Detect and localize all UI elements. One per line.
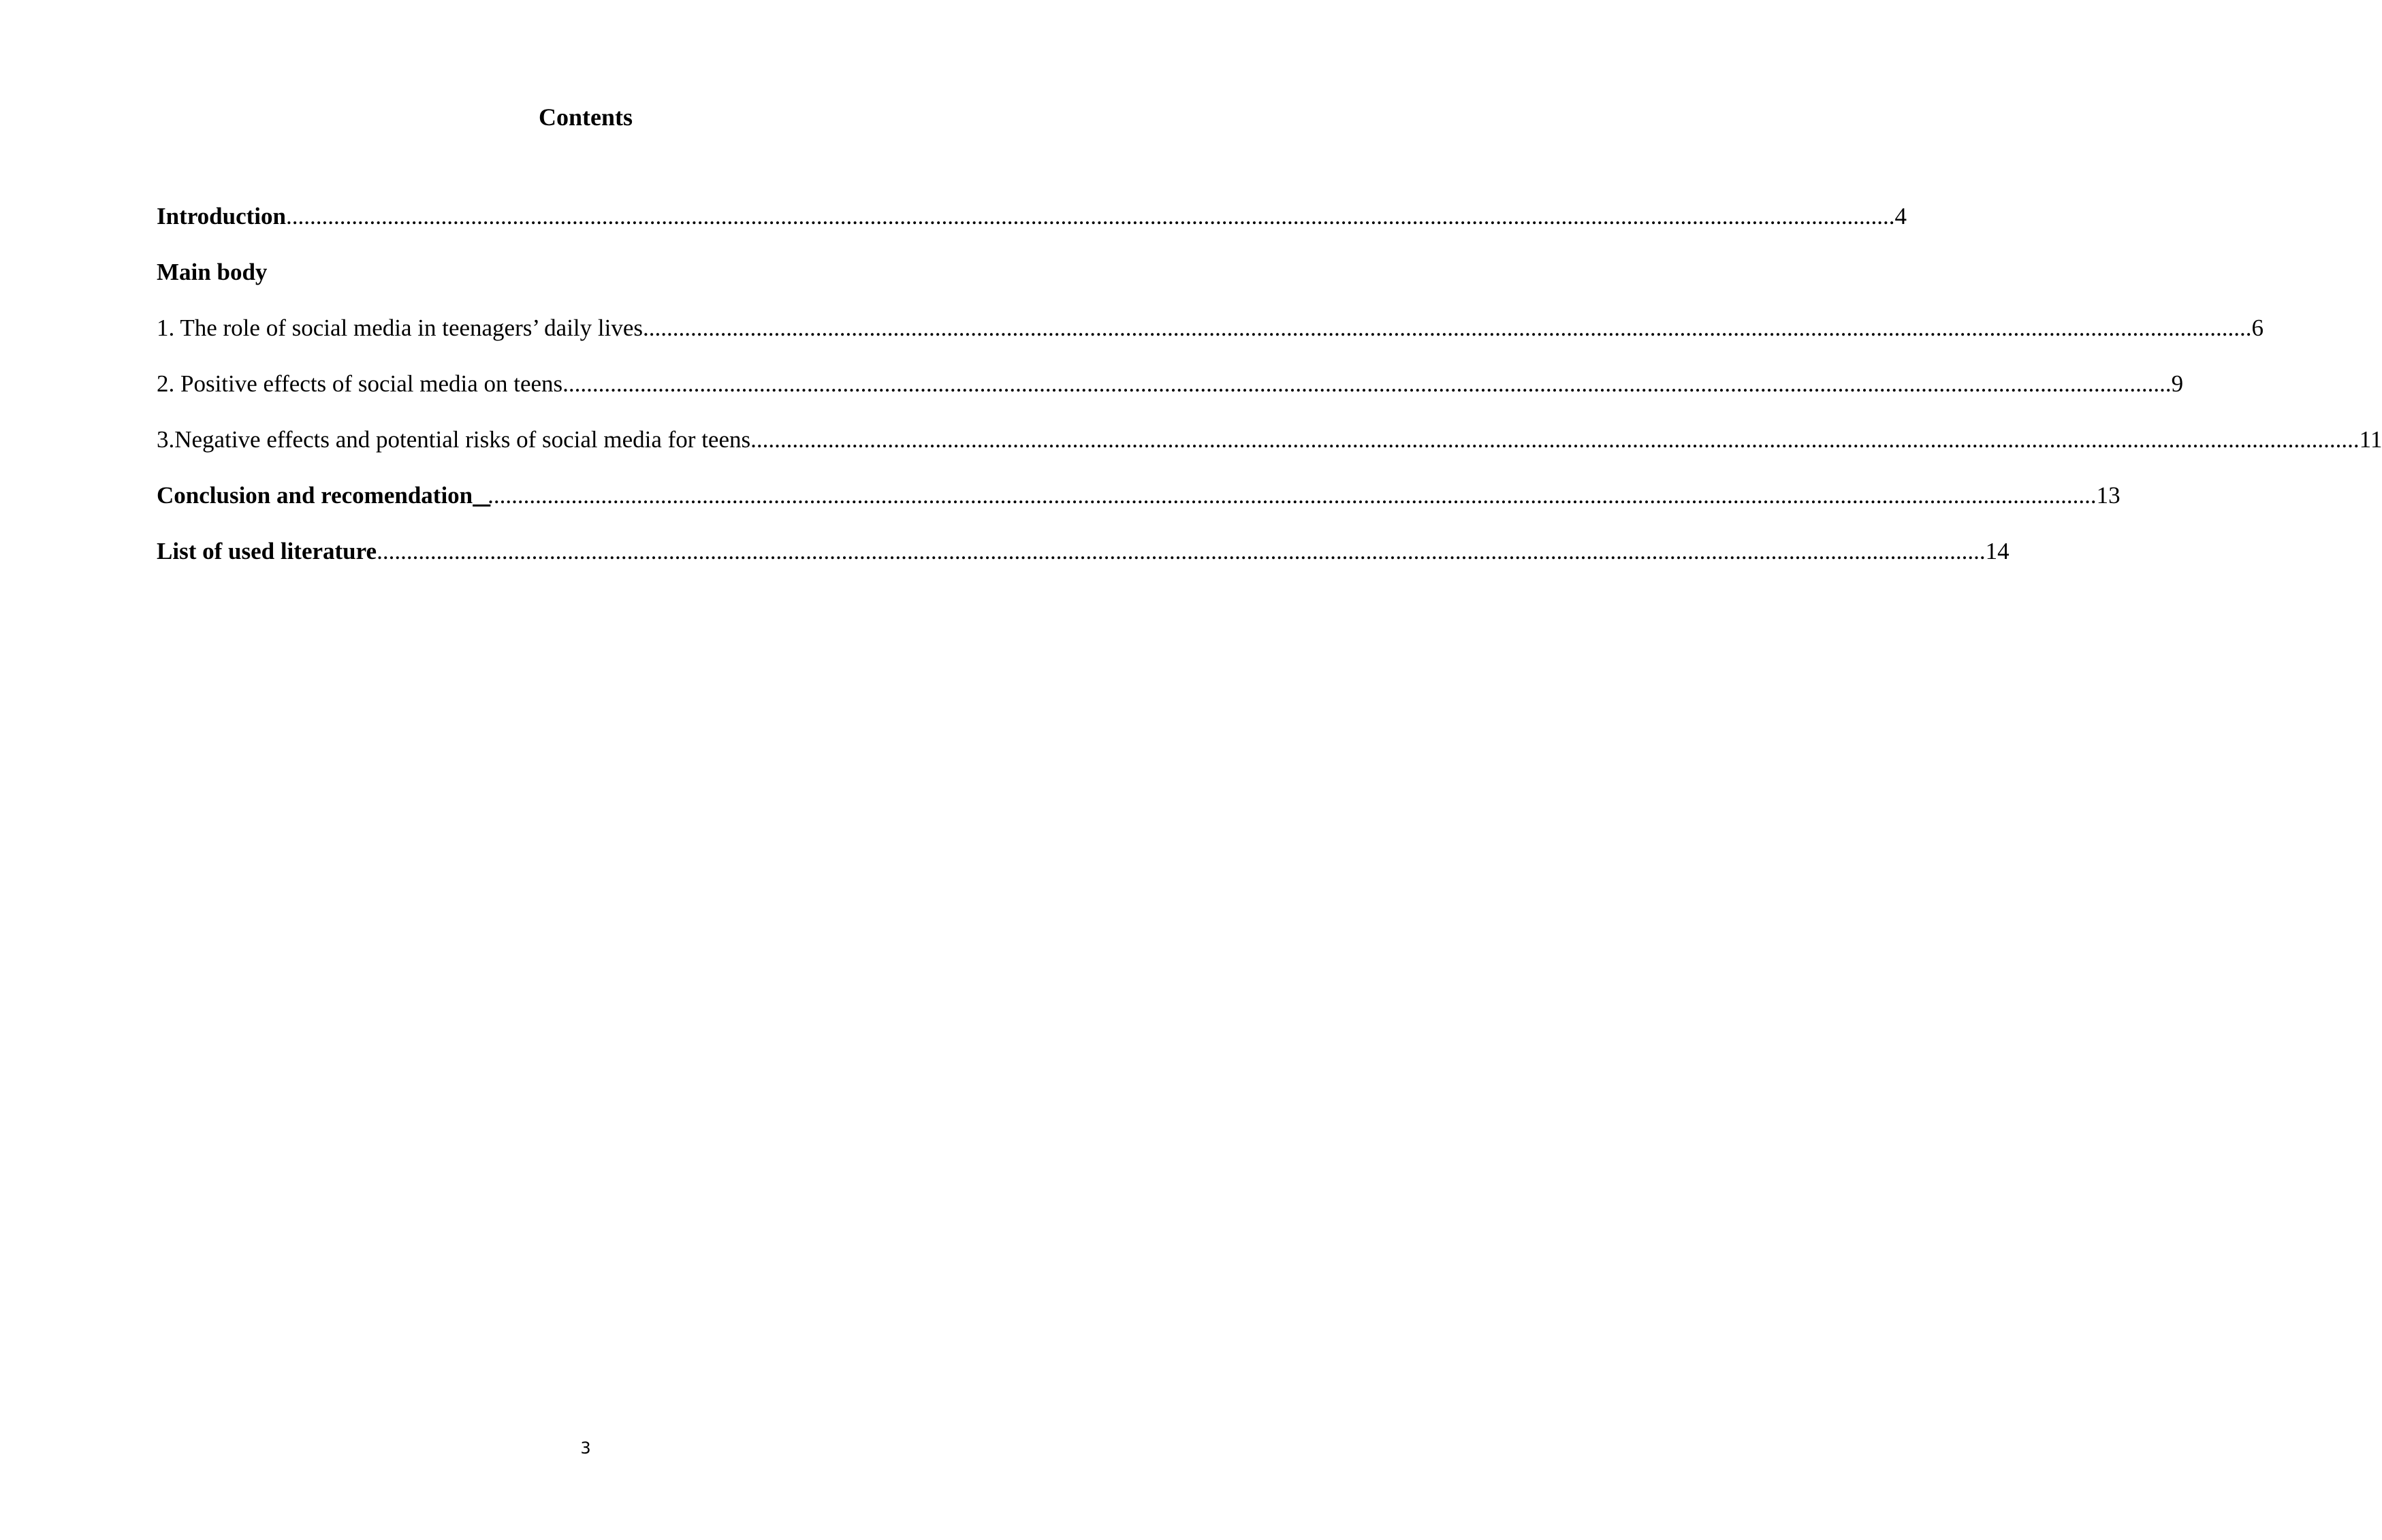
toc-entry-page: 6: [2251, 315, 2264, 341]
toc-entry-label: Conclusion and recomendation: [157, 482, 473, 509]
toc-entry-label: Introduction: [157, 203, 286, 229]
toc-leader-dots: ..............................................................................................................................................................................................................................................................................: [488, 482, 2097, 509]
toc-entry-page: 13: [2096, 482, 2121, 509]
toc-leader-dots: ..............................................................................................................................................................................................................................................................................: [562, 370, 2172, 397]
toc-leader-dots: ..............................................................................................................................................................................................................................................................................: [643, 315, 2252, 341]
toc-entry-page: 4: [1894, 203, 1907, 229]
page-number: 3: [580, 1439, 591, 1458]
toc-entry-page: 11: [2359, 426, 2382, 453]
toc-entry-label: Main body: [157, 259, 268, 285]
toc-entry-page: 9: [2171, 370, 2184, 397]
toc-entry-literature[interactable]: [157, 536, 2010, 567]
toc-entry-page: 14: [1985, 538, 2010, 564]
toc-entry-gap: [473, 480, 488, 511]
toc-entry-label: 3.Negative effects and potential risks of social media for teens: [157, 426, 751, 453]
toc-leader-dots: ..............................................................................................................................................................................................................................................................................: [285, 203, 1895, 229]
toc-leader-dots: ..............................................................................................................................................................................................................................................................................: [750, 426, 2360, 453]
toc-entry-label: List of used literature: [157, 538, 377, 564]
toc-entry-positive-effects[interactable]: [157, 368, 2184, 400]
toc-entry-introduction[interactable]: [157, 201, 1907, 232]
toc-entry-conclusion[interactable]: [157, 480, 2121, 511]
toc-entry-negative-effects[interactable]: [157, 424, 2382, 455]
toc-entry-label: 2. Positive effects of social media on teens: [157, 370, 563, 397]
page-title: Contents: [538, 103, 633, 131]
toc-entry-role-of-social-media[interactable]: [157, 312, 2264, 344]
toc-entry-label: 1. The role of social media in teenagers’ daily lives: [157, 315, 644, 341]
toc-entry-main-body[interactable]: [157, 257, 1008, 288]
toc-leader-dots: ..............................................................................................................................................................................................................................................................................: [377, 538, 1986, 564]
